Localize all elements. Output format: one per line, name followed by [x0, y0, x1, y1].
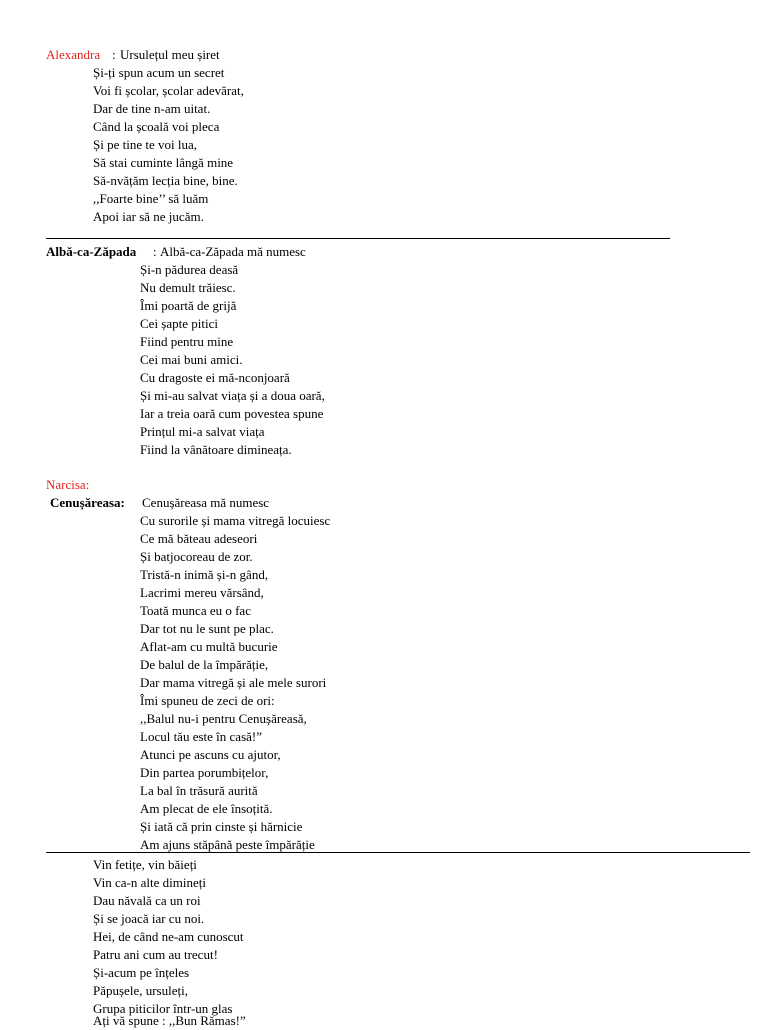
verse-line: Cu dragoste ei mă-nconjoară	[140, 370, 290, 385]
verse-line: Și-ți spun acum un secret	[93, 65, 225, 80]
verse-line: Cenușăreasa mă numesc	[142, 495, 270, 510]
verse-line: Am ajuns stăpână peste împărăție	[140, 837, 315, 852]
verse-line: Albă-ca-Zăpada mă numesc	[160, 244, 306, 259]
verse-line: ,,Foarte bine’’ să luăm	[93, 191, 209, 206]
verse-line: Lacrimi mereu vărsând,	[140, 585, 264, 600]
verse-line: Nu demult trăiesc.	[140, 280, 236, 295]
verse-line: Și pe tine te voi lua,	[93, 137, 197, 152]
verse-line: Când la școală voi pleca	[93, 119, 220, 134]
verse-line: Din partea porumbițelor,	[140, 765, 269, 780]
verse-line: La bal în trăsură aurită	[140, 783, 258, 798]
verse-line: Tristă-n inimă și-n gând,	[140, 567, 269, 582]
verse-line: Am plecat de ele însoțită.	[140, 801, 273, 816]
role-colon: :	[153, 244, 157, 259]
role-name: Albă-ca-Zăpada	[46, 244, 137, 259]
verse-line: Să-nvățăm lecția bine, bine.	[93, 173, 238, 188]
verse-line: Și se joacă iar cu noi.	[93, 911, 205, 926]
verse-line: Hei, de când ne-am cunoscut	[93, 929, 244, 944]
verse-line: Voi fi școlar, școlar adevărat,	[93, 83, 244, 98]
verse-line: Dar de tine n-am uitat.	[93, 101, 211, 116]
horizontal-rule	[46, 238, 670, 239]
verse-line: Toată munca eu o fac	[140, 603, 251, 618]
verse-line: Dar tot nu le sunt pe plac.	[140, 621, 274, 636]
verse-line: Grupa piticilor într-un glas	[93, 1001, 233, 1016]
verse-line: Și iată că prin cinste și hărnicie	[140, 819, 303, 834]
verse-line: Locul tău este în casă!”	[140, 729, 262, 744]
verse-line: Ați vă spune : ,,Bun Rămas!”	[93, 1013, 246, 1028]
verse-line: Îmi poartă de grijă	[140, 298, 237, 313]
speaker-colon: :	[112, 47, 116, 62]
speaker-name: Alexandra	[46, 47, 101, 62]
verse-line: Apoi iar să ne jucăm.	[93, 209, 204, 224]
verse-line: Vin fetițe, vin băieți	[93, 857, 197, 872]
verse-line: Și mi-au salvat viața și a doua oară,	[140, 388, 325, 403]
verse-line: Ursulețul meu șiret	[120, 47, 220, 62]
verse-line: Dar mama vitregă și ale mele surori	[140, 675, 327, 690]
verse-line: Îmi spuneu de zeci de ori:	[140, 693, 275, 708]
speaker-name: Narcisa:	[46, 477, 90, 492]
verse-line: Cei șapte pitici	[140, 316, 218, 331]
verse-line: Vin ca-n alte dimineți	[93, 875, 206, 890]
verse-line: Dau năvală ca un roi	[93, 893, 201, 908]
verse-line: Și batjocoreau de zor.	[140, 549, 253, 564]
role-name: Cenușăreasa:	[50, 495, 125, 510]
verse-line: Ce mă băteau adeseori	[140, 531, 258, 546]
verse-line: Păpușele, ursuleți,	[93, 983, 188, 998]
verse-line: Și-acum pe înțeles	[93, 965, 190, 980]
verse-line: Cei mai buni amici.	[140, 352, 243, 367]
verse-line: Prințul mi-a salvat viața	[140, 424, 265, 439]
verse-line: De balul de la împărăție,	[140, 657, 269, 672]
verse-line: Și-n pădurea deasă	[140, 262, 239, 277]
verse-line: ,,Balul nu-i pentru Cenușăreasă,	[140, 711, 307, 726]
verse-line: Fiind la vânătoare dimineața.	[140, 442, 292, 457]
verse-line: Aflat-am cu multă bucurie	[140, 639, 278, 654]
verse-line: Fiind pentru mine	[140, 334, 234, 349]
verse-line: Patru ani cum au trecut!	[93, 947, 218, 962]
verse-line: Să stai cuminte lângă mine	[93, 155, 234, 170]
verse-line: Atunci pe ascuns cu ajutor,	[140, 747, 281, 762]
verse-line: Cu surorile și mama vitregă locuiesc	[140, 513, 331, 528]
verse-line: Iar a treia oară cum povestea spune	[140, 406, 324, 421]
horizontal-rule	[46, 852, 750, 853]
